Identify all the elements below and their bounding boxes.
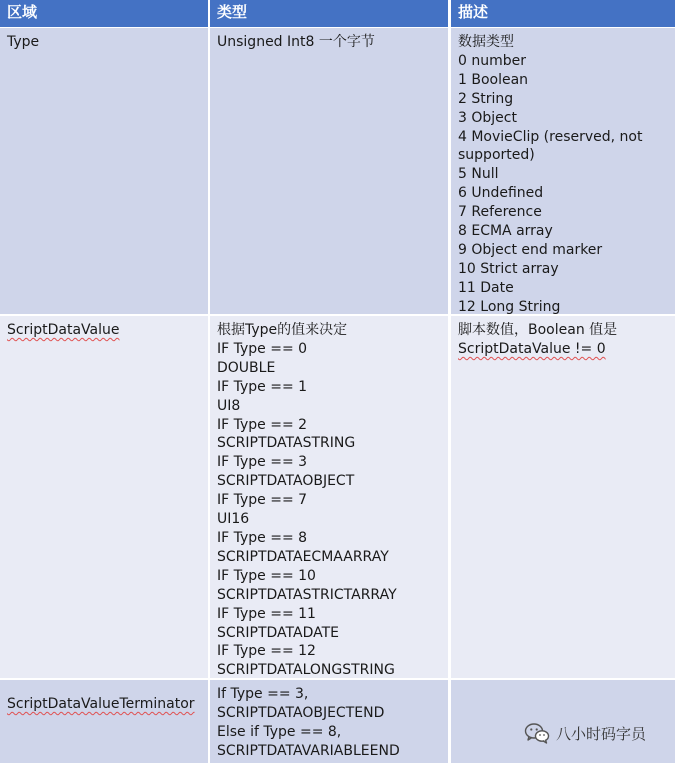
header-cell-type: 类型 <box>210 0 448 27</box>
desc-line: 10 Strict array <box>458 260 559 277</box>
type-cell <box>210 28 448 314</box>
field-cell <box>0 316 208 678</box>
watermark-text: 八小时码字员 <box>556 724 647 743</box>
desc-line: 6 Undefined <box>458 185 544 202</box>
desc-line: ScriptDataValue != 0 <box>458 340 606 357</box>
type-line: IF Type == 2 <box>217 416 308 433</box>
description-cell <box>451 28 675 314</box>
watermark <box>524 722 646 744</box>
type-line: IF Type == 12 <box>217 643 316 660</box>
field-cell <box>0 28 208 314</box>
type-line: SCRIPTDATAECMAARRAY <box>217 548 389 565</box>
desc-line: 11 Date <box>458 279 514 296</box>
desc-line: 1 Boolean <box>458 71 529 88</box>
type-cell <box>210 316 448 678</box>
desc-line-movieclip <box>458 128 675 166</box>
type-line: SCRIPTDATASTRING <box>217 435 356 452</box>
type-line: Else if Type == 8, <box>217 723 342 740</box>
type-line: IF Type == 7 <box>217 492 308 509</box>
desc-line: 7 Reference <box>458 204 542 221</box>
type-line: If Type == 3, <box>217 686 309 702</box>
header-cell-description: 描述 <box>451 0 675 27</box>
type-line: SCRIPTDATADATE <box>217 624 340 641</box>
type-line: SCRIPTDATAOBJECT <box>217 473 355 490</box>
table-header-row <box>0 0 675 27</box>
header-cell-field: 区域 <box>0 0 208 27</box>
desc-line: 3 Object <box>458 109 517 126</box>
field-name: ScriptDataValue <box>7 322 120 338</box>
type-line: IF Type == 1 <box>217 378 308 395</box>
type-line: SCRIPTDATALONGSTRING <box>217 662 395 678</box>
field-cell <box>0 680 208 763</box>
type-line: SCRIPTDATASTRICTARRAY <box>217 586 397 603</box>
desc-line: 5 Null <box>458 166 499 183</box>
table-row-type <box>0 28 675 314</box>
type-line: 根据Type的值来决定 <box>217 322 348 338</box>
type-line: IF Type == 11 <box>217 605 316 622</box>
desc-line: 0 number <box>458 52 526 69</box>
type-line: DOUBLE <box>217 359 276 376</box>
desc-line: 9 Object end marker <box>458 241 603 258</box>
desc-line: 脚本数值，Boolean 值是 <box>458 322 618 338</box>
type-line: IF Type == 3 <box>217 454 308 471</box>
type-line: SCRIPTDATAOBJECTEND <box>217 704 385 721</box>
description-cell <box>451 316 675 678</box>
type-line: Unsigned Int8 一个字节 <box>217 34 375 50</box>
type-line: IF Type == 0 <box>217 340 308 357</box>
field-name: Type <box>7 34 40 50</box>
desc-line-movieclip-text: 4 MovieClip (reserved, not supported) <box>458 128 643 164</box>
desc-line: 2 String <box>458 90 514 107</box>
table-row-scriptdatavalue <box>0 316 675 678</box>
desc-line: 数据类型 <box>458 34 514 50</box>
desc-line: 8 ECMA array <box>458 223 553 240</box>
desc-line: 12 Long String <box>458 298 561 314</box>
type-line: IF Type == 10 <box>217 567 316 584</box>
field-name: ScriptDataValueTerminator <box>7 696 195 712</box>
wechat-icon <box>524 722 550 744</box>
type-line: UI8 <box>217 397 241 414</box>
type-line: IF Type == 8 <box>217 529 308 546</box>
type-line: UI16 <box>217 511 250 528</box>
type-line: SCRIPTDATAVARIABLEEND <box>217 742 400 759</box>
type-cell <box>210 680 448 763</box>
